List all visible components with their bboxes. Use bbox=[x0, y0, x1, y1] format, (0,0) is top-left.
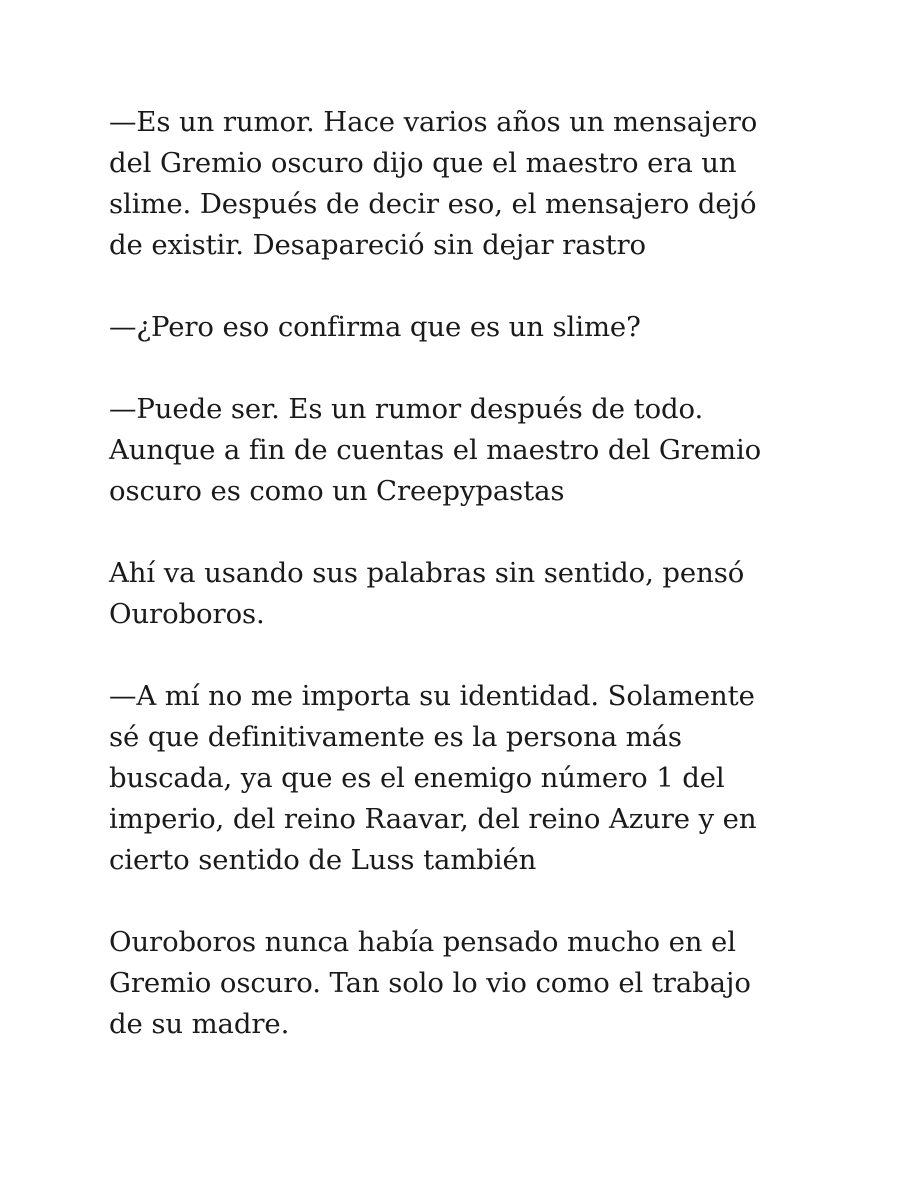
text-line: Aunque a fin de cuentas el maestro del Gremio bbox=[109, 434, 762, 466]
text-line: —A mí no me importa su identidad. Solamente bbox=[109, 680, 755, 712]
text-line: del Gremio oscuro dijo que el maestro era un bbox=[109, 147, 737, 179]
text-line: oscuro es como un Creepypastas bbox=[109, 475, 565, 507]
text-line: Ouroboros. bbox=[109, 598, 265, 630]
text-line: Gremio oscuro. Tan solo lo vio como el trabajo bbox=[109, 967, 751, 999]
text-line: cierto sentido de Luss también bbox=[109, 844, 537, 876]
text-line: Ahí va usando sus palabras sin sentido, pensó bbox=[109, 557, 745, 589]
text-line: buscada, ya que es el enemigo número 1 del bbox=[109, 762, 725, 794]
text-line: imperio, del reino Raavar, del reino Azure y en bbox=[109, 803, 757, 835]
text-line: —Es un rumor. Hace varios años un mensajero bbox=[109, 106, 758, 138]
paragraph-1 bbox=[109, 102, 840, 266]
text-line: sé que definitivamente es la persona más bbox=[109, 721, 682, 753]
text-line: Ouroboros nunca había pensado mucho en el bbox=[109, 926, 736, 958]
paragraph-3 bbox=[109, 389, 840, 512]
text-line: slime. Después de decir eso, el mensajero dejó bbox=[109, 188, 757, 220]
paragraph-2 bbox=[109, 307, 840, 348]
text-line: de existir. Desapareció sin dejar rastro bbox=[109, 229, 646, 261]
text-line: —¿Pero eso confirma que es un slime? bbox=[109, 311, 641, 343]
paragraph-4 bbox=[109, 553, 840, 635]
text-line: —Puede ser. Es un rumor después de todo. bbox=[109, 393, 704, 425]
paragraph-5 bbox=[109, 676, 840, 881]
text-line: de su madre. bbox=[109, 1008, 290, 1040]
paragraph-6 bbox=[109, 922, 840, 1045]
